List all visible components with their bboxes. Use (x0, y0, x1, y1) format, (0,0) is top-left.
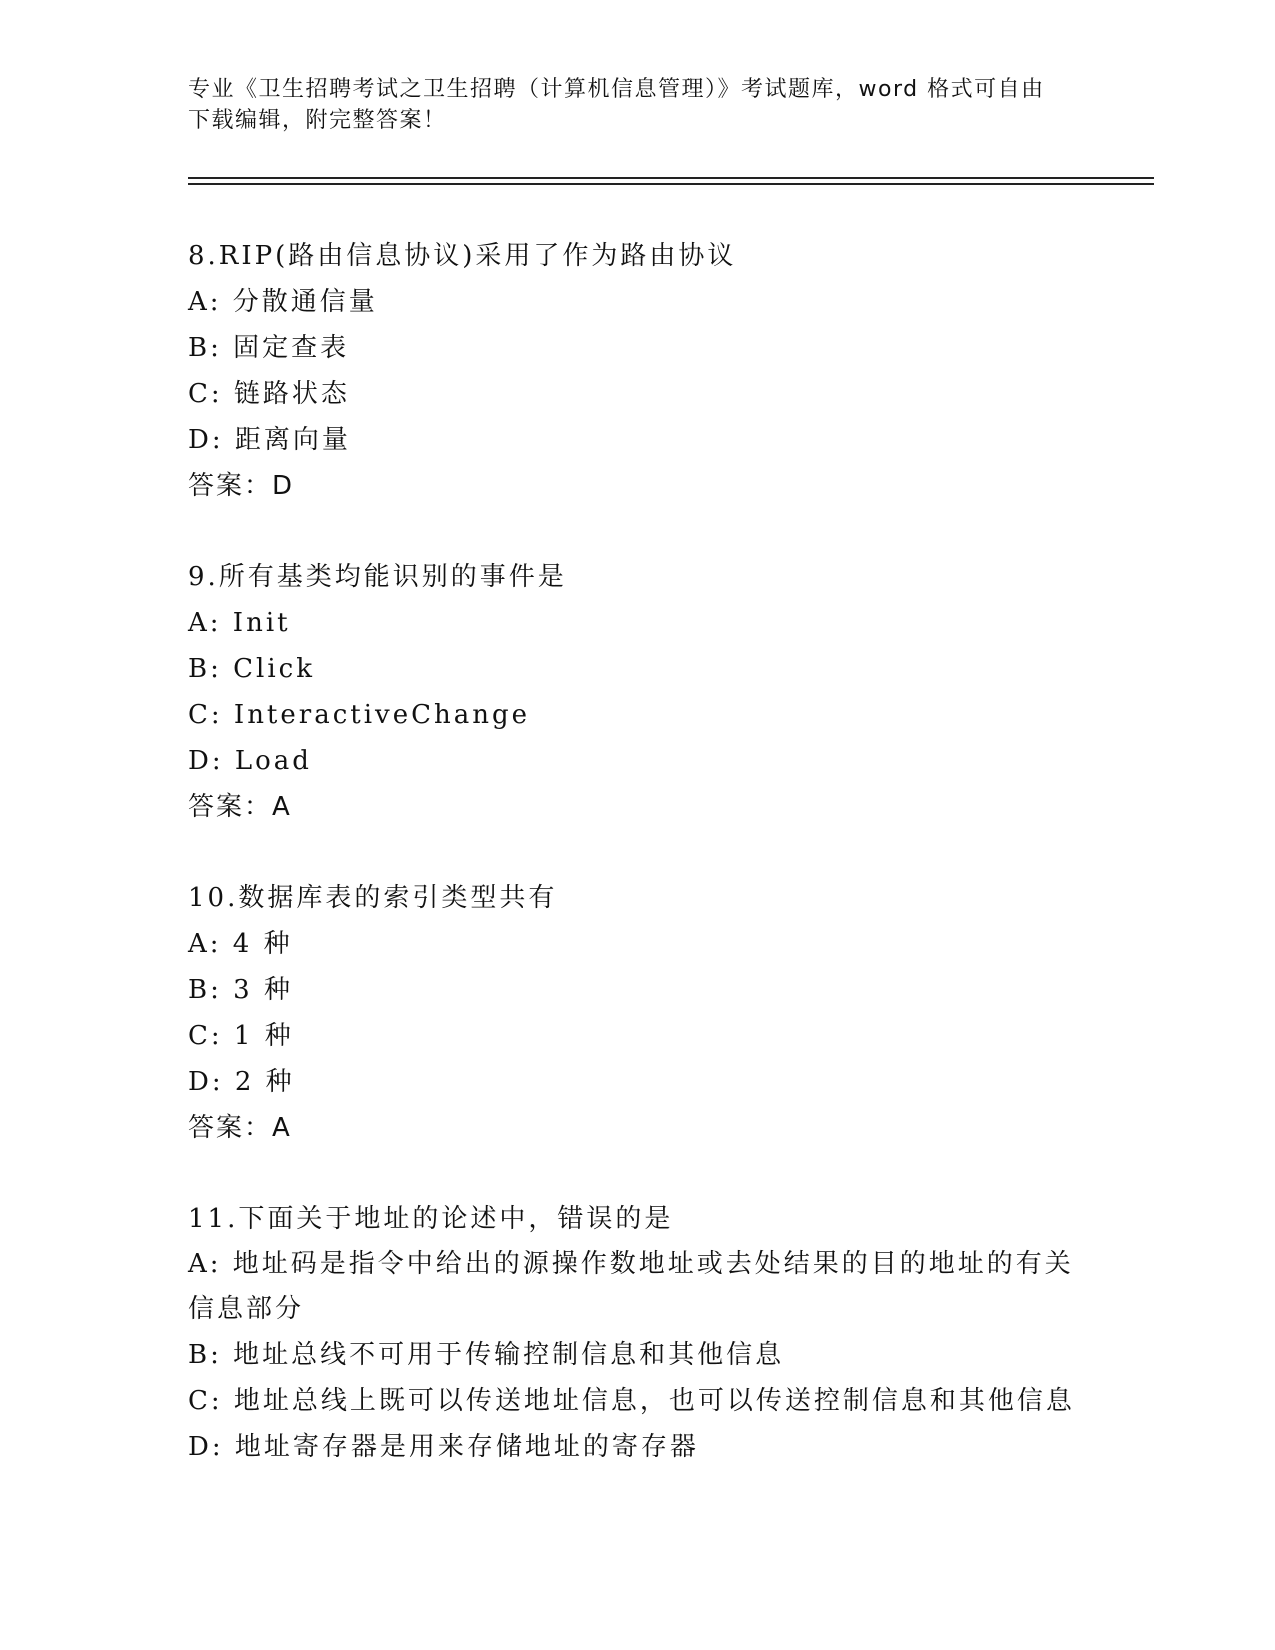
header-divider-top (188, 177, 1154, 179)
option-b: B: 3 种 (188, 975, 293, 1005)
option-a: A: 分散通信量 (188, 287, 378, 317)
option-b: B: Click (188, 654, 315, 684)
option-b: B: 固定查表 (188, 333, 350, 363)
option-a: A: 4 种 (188, 929, 293, 959)
question-11 (188, 1196, 1088, 1470)
answer-text: 答案：A (188, 792, 292, 822)
option-b: B: 地址总线不可用于传输控制信息和其他信息 (188, 1340, 785, 1370)
option-d: D: 距离向量 (188, 425, 351, 455)
question-stem: 8.RIP(路由信息协议)采用了作为路由协议 (188, 241, 737, 271)
question-list (188, 233, 1088, 1515)
option-d: D: 2 种 (188, 1067, 295, 1097)
option-c: C: 1 种 (188, 1021, 294, 1051)
option-d: D: Load (188, 746, 312, 776)
answer-text: 答案：D (188, 471, 295, 501)
question-stem: 11.下面关于地址的论述中，错误的是 (188, 1204, 674, 1234)
question-stem: 9.所有基类均能识别的事件是 (188, 562, 567, 592)
question-9 (188, 554, 1088, 830)
option-d: D: 地址寄存器是用来存储地址的寄存器 (188, 1432, 699, 1462)
question-8 (188, 233, 1088, 509)
header-divider-bottom (188, 183, 1154, 185)
question-10 (188, 875, 1088, 1151)
answer-text: 答案：A (188, 1113, 292, 1143)
option-c: C: 链路状态 (188, 379, 350, 409)
option-c: C: InteractiveChange (188, 700, 531, 730)
question-stem: 10.数据库表的索引类型共有 (188, 883, 558, 913)
document-header: 专业《卫生招聘考试之卫生招聘（计算机信息管理）》考试题库，word 格式可自由下载编辑，附完整答案！ (188, 77, 1045, 133)
option-a: A: 地址码是指令中给出的源操作数地址或去处结果的目的地址的有关信息部分 (188, 1249, 1074, 1324)
option-a: A: Init (188, 608, 291, 638)
option-c: C: 地址总线上既可以传送地址信息，也可以传送控制信息和其他信息 (188, 1386, 1075, 1416)
